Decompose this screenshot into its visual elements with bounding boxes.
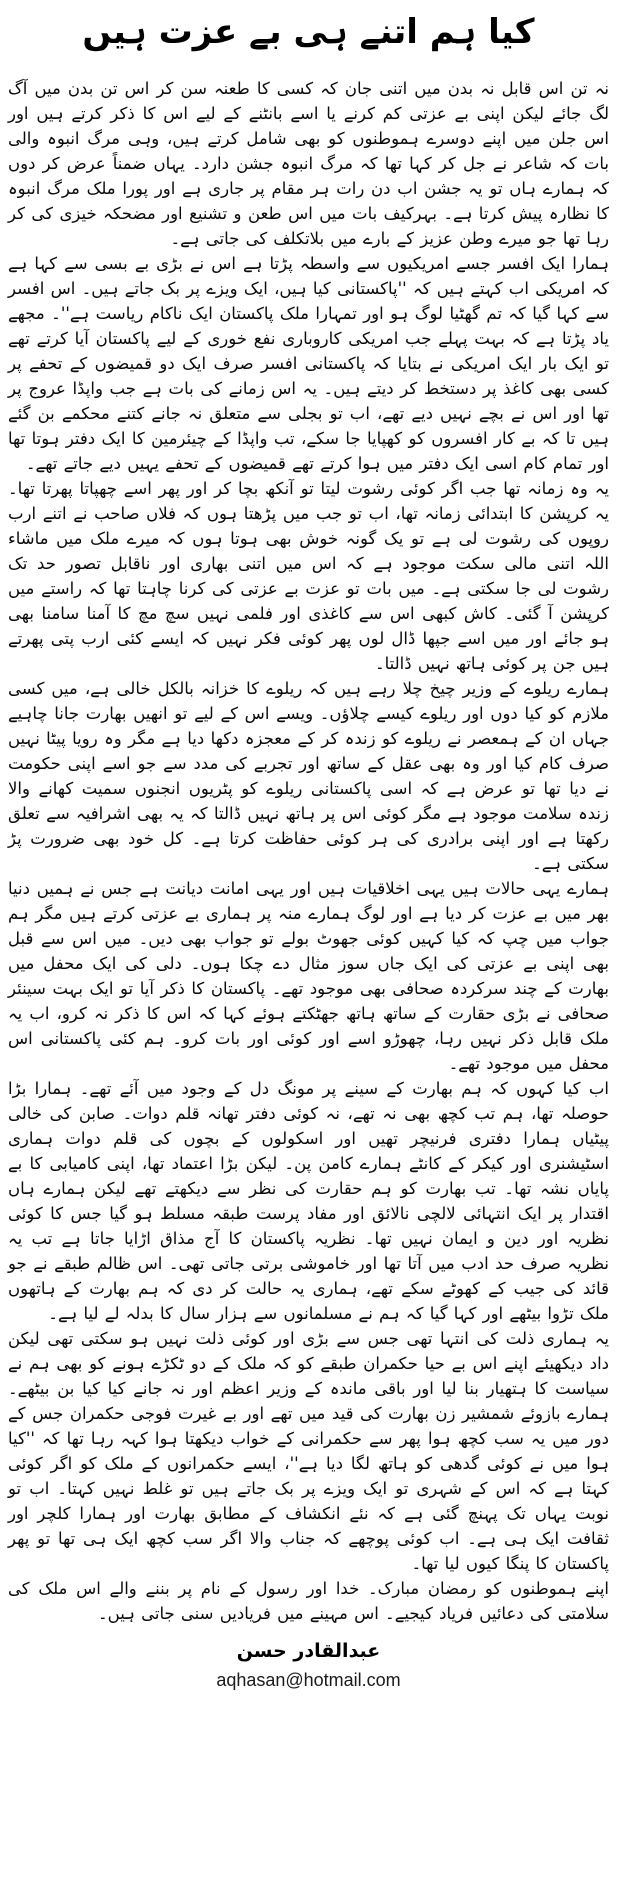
- author-signature: عبدالقادر حسن: [236, 1640, 381, 1663]
- article-title: کیا ہم اتنے ہی بے عزت ہیں: [82, 12, 535, 52]
- article-paragraph-7: یہ ہماری ذلت کی انتہا تھی جس سے بڑی اور کوئی ذلت نہیں ہو سکتی تھی لیکن داد دیکھیئے اپنے اس بے حیا حکمران طبقے کو کہ ملک کے دو ٹکڑے ہونے کو بھی ہم نے سیاست کا ہتھیار بنا لیا اور باقی ماندہ کے وزیر اعظم اور نہ جانے کیا کیا بن بیٹھے۔ ہمارے بازوئے شمشیر زن بھارت کی قید میں تھے اور بے غیرت فوجی حکمران جس کے دور میں یہ سب کچھ ہوا پھر سے حکمرانی کے خواب دیکھتا ہوا کہہ رہا تھا کہ ''کیا ہوا میں نے کوئی گدھی کو ہاتھ لگا دیا ہے''، ایسے حکمرانوں کے ملک کو اگر کوئی کہتا ہے کہ اس کے شہری تو ایک ویزے پر بک جاتے ہیں تو غلط نہیں کہتا۔ اب تو نوبت یہاں تک پہنچ گئی ہے کہ نئے انکشاف کے مطابق بھارت اور ہمارا کلچر اور ثقافت ایک ہی ہے۔ اب کوئی پوچھے کہ جناب والا اگر سب کچھ ایک ہی تھا تو پھر پاکستان کا پنگا کیوں لیا تھا۔: [8, 1329, 609, 1574]
- article-paragraph-2: ہمارا ایک افسر جسے امریکیوں سے واسطہ پڑتا ہے اس نے بڑی بے بسی سے کہا ہے کہ امریکی اب کہتے ہیں کہ ''پاکستانی کیا ہیں، ایک ویزے پر بک جاتے ہیں۔ اس افسر سے کہا گیا کہ تم گھٹیا لوگ ہو اور تمہارا ملک پاکستان ایک ناکام ریاست ہے''۔ مجھے یاد پڑتا ہے کہ بہت پہلے جب امریکی کاروباری نفع خوری کے لیے پاکستان آیا کرتے تھے تو ایک بار ایک امریکی نے بتایا کہ پاکستانی افسر صرف ایک دو قمیضوں کے تحفے پر کسی بھی کاغذ پر دستخط کر دیتے ہیں۔ یہ اس زمانے کی بات ہے جب واپڈا عروج پر تھا اور اس نے بچے نہیں دیے تھے، اب تو بجلی سے متعلق نہ جانے کتنے محکمے بن گئے ہیں تا کہ بے کار افسروں کو کھپایا جا سکے، تب واپڈا کے چیئرمین کا ایک دفتر ہوتا تھا اور تمام کام اسی ایک دفتر میں ہوا کرتے تھے قمیضوں کے تحفے یہیں دیے جاتے تھے۔: [8, 254, 609, 474]
- article-body: [8, 76, 609, 1626]
- article-paragraph-3: یہ وہ زمانہ تھا جب اگر کوئی رشوت لیتا تو آنکھ بچا کر اور پھر اسے چھپاتا پھرتا تھا۔ یہ کرپشن کا ابتدائی زمانہ تھا، اب تو جب میں پڑھتا ہوں کہ فلاں صاحب نے اتنے ارب روپوں کی رشوت لی ہے تو یک گونہ خوش بھی ہوتا ہوں کہ میرے ملک میں ماشاء اللہ اتنی مالی سکت موجود ہے کہ اس میں اتنی بھاری اور ناقابل تصور حد تک رشوت لی جا سکتی ہے۔ میں بات تو عزت بے عزتی کی کرنا چاہتا تھا کہ راستے میں کرپشن آ گئی۔ کاش کبھی اس سے کاغذی اور فلمی نہیں سچ مچ کا آمنا سامنا بھی ہو جائے اور میں اسے جپھا ڈال لوں پھر کوئی فکر نہیں کہ ایسے کئی ارب پتی پھرتے ہیں جن پر کوئی ہاتھ نہیں ڈالتا۔: [8, 479, 609, 674]
- article-paragraph-6: اب کیا کہوں کہ ہم بھارت کے سینے پر مونگ دل کے وجود میں آئے تھے۔ ہمارا بڑا حوصلہ تھا، ہم تب کچھ بھی نہ تھے، نہ کوئی دفتر تھانہ قلم دوات۔ صابن کی خالی پیٹیاں ہمارا دفتری فرنیچر تھیں اور اسکولوں کے بچوں کی قلم دوات ہماری اسٹیشنری اور کیکر کے کانٹے ہمارے کامن پن۔ لیکن بڑا اعتماد تھا، اپنی کامیابی کا بے پایاں نشہ تھا۔ تب بھارت کو ہم حقارت کی نظر سے دیکھتے تھے لیکن ہمارے ہاں اقتدار پر ایک انتہائی لالچی نالائق اور مفاد پرست طبقہ مسلط ہو گیا جس کا کوئی نظریہ اور دین و ایمان نہیں تھا۔ نظریہ پاکستان کا آج مذاق اڑایا جاتا ہے تب یہ نظریہ صرف حد ادب میں آتا تھا اور خاموشی برتی جاتی تھی۔ اس ظالم طبقے نے جو قائد کی جیب کے کھوٹے سکے تھے، ہماری یہ حالت کر دی کہ ہم بھارت کے ہاتھوں ملک تڑوا بیٹھے اور کہا گیا کہ ہم نے مسلمانوں سے ہزار سال کا بدلہ لے لیا ہے۔: [8, 1079, 609, 1324]
- article-paragraph-1: نہ تن اس قابل نہ بدن میں اتنی جان کہ کسی کا طعنہ سن کر اس تن بدن میں آگ لگ جائے لیکن اپنی بے عزتی کم کرنے یا اسے بانٹنے کے لیے اس کا ذکر کرتے ہیں اور اس جلن میں اپنے دوسرے ہموطنوں کو بھی شامل کرتے ہیں، وہی مرگ انبوہ والی بات کہ شاعر نے جل کر کہا تھا کہ مرگ انبوہ جشن دارد۔ یہاں ضمناً عرض کر دوں کہ ہمارے ہاں تو یہ جشن اب دن رات ہر مقام پر جاری ہے اور پورا ملک مرگ انبوہ کا نظارہ پیش کرتا ہے۔ بہرکیف بات میں اس طعن و تشنیع اور مضحکہ خیزی کی کر رہا تھا جو میرے وطن عزیز کے بارے میں بلاتکلف کی جاتی ہے۔: [8, 79, 609, 249]
- article-paragraph-4: ہمارے ریلوے کے وزیر چیخ چلا رہے ہیں کہ ریلوے کا خزانہ بالکل خالی ہے، میں کسی ملازم کو کیا دوں اور ریلوے کیسے چلاؤں۔ ویسے اس کے لیے تو انھیں بھارت جانا چاہیے جہاں ان کے ہمعصر نے ریلوے کو زندہ کر کے معجزہ دکھا دیا ہے مگر وہ رویا پیٹا نہیں صرف کام کیا اور وہ بھی عقل کے ساتھ اور تجربے کی مدد سے جو اسے اپنی حکومت نے دیا تھا تو عرض ہے کہ اسی پاکستانی ریلوے کو پٹریوں انجنوں سمیت کھانے والا زندہ سلامت موجود ہے مگر کوئی اس پر ہاتھ نہیں ڈالتا کہ یہ بھی اشرافیہ سے تعلق رکھتا ہے اور اپنی برادری کی ہر کوئی حفاظت کرتا ہے۔ کل خود بھی ضرورت پڑ سکتی ہے۔: [8, 679, 609, 874]
- article-paragraph-5: ہمارے یہی حالات ہیں یہی اخلاقیات ہیں اور یہی امانت دیانت ہے جس نے ہمیں دنیا بھر میں بے عزت کر دیا ہے اور لوگ ہمارے منہ پر ہماری بے عزتی کرتے ہیں مگر ہم جواب میں چپ کہ کیا کہیں کوئی جھوٹ بولے تو جواب بھی دیں۔ میں اس سے قبل بھی اپنی بے عزتی کی ایک جاں سوز مثال دے چکا ہوں۔ دلی کی ایک محفل میں بھارت کے چند سرکردہ صحافی بھی موجود تھے۔ پاکستان کا ذکر آیا تو ایک بہت سینئر صحافی نے بڑی حقارت کے ساتھ ہاتھ جھٹکتے ہوئے کہا کہ اس کا ذکر نہ کرو، اب یہ ملک قابل ذکر نہیں رہا، چھوڑو اسے اور کوئی اور بات کرو۔ ہم کئی پاکستانی اس محفل میں موجود تھے۔: [8, 879, 609, 1074]
- article-paragraph-8: اپنے ہموطنوں کو رمضان مبارک۔ خدا اور رسول کے نام پر بننے والے اس ملک کی سلامتی کی دعائیں فریاد کیجیے۔ اس مہینے میں فریادیں سنی جاتی ہیں۔: [8, 1579, 609, 1624]
- author-email: aqhasan@hotmail.com: [216, 1670, 401, 1691]
